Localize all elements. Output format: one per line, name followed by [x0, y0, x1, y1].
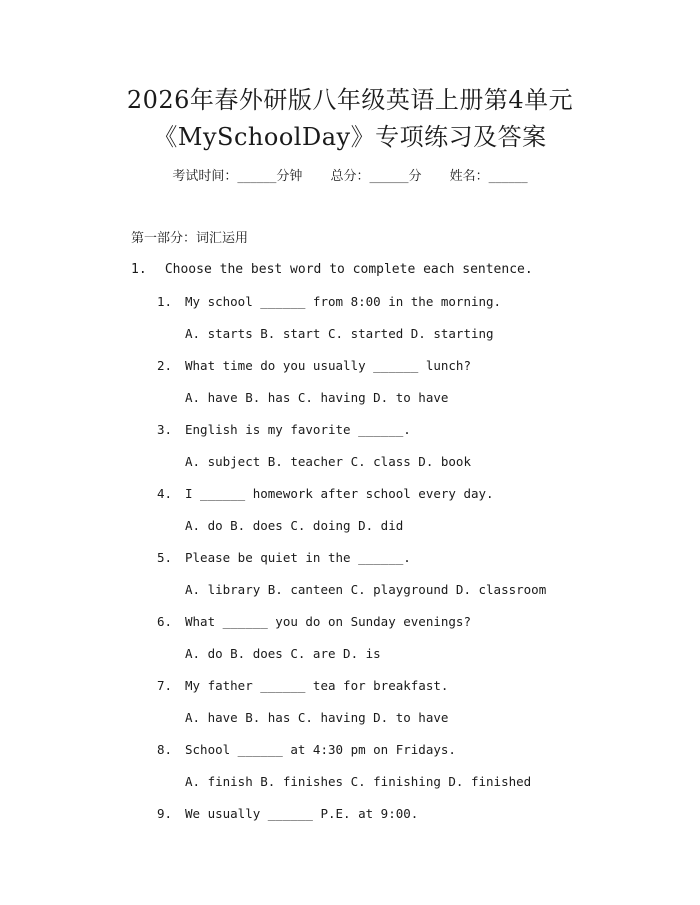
item-text: School ______ at 4:30 pm on Fridays. [185, 742, 456, 757]
exam-score: 总分：______分 [330, 169, 422, 184]
item-number: 8. [157, 742, 173, 757]
exam-meta [0, 168, 700, 186]
item-options: A. starts B. start C. started D. starting [185, 326, 494, 341]
item-question [157, 549, 411, 567]
item-text: What time do you usually ______ lunch? [185, 358, 471, 373]
item-question [157, 613, 471, 631]
item-question [157, 805, 419, 823]
item-options: A. have B. has C. having D. to have [185, 710, 449, 725]
item-question [157, 293, 502, 311]
document-title-line-1: 2026年春外研版八年级英语上册第4单元 [126, 86, 574, 114]
item-number: 4. [157, 486, 173, 501]
question-number: 1. [131, 262, 147, 277]
item-text: Please be quiet in the ______. [185, 550, 411, 565]
question-heading [131, 261, 533, 279]
document-title-line-2: 《MySchoolDay》专项练习及答案 [153, 123, 547, 151]
item-number: 6. [157, 614, 173, 629]
item-number: 5. [157, 550, 173, 565]
item-options: A. library B. canteen C. playground D. classroom [185, 582, 547, 597]
item-text: What ______ you do on Sunday evenings? [185, 614, 471, 629]
item-number: 9. [157, 806, 173, 821]
item-question [157, 741, 456, 759]
item-text: We usually ______ P.E. at 9:00. [185, 806, 419, 821]
exam-time: 考试时间：______分钟 [172, 169, 303, 184]
exam-name: 姓名：______ [449, 169, 528, 184]
question-prompt: Choose the best word to complete each sentence. [164, 262, 533, 277]
item-text: English is my favorite ______. [185, 422, 411, 437]
item-options: A. do B. does C. doing D. did [185, 518, 404, 533]
item-options: A. have B. has C. having D. to have [185, 390, 449, 405]
item-text: I ______ homework after school every day. [185, 486, 494, 501]
item-options: A. subject B. teacher C. class D. book [185, 454, 471, 469]
item-options: A. finish B. finishes C. finishing D. finished [185, 774, 532, 789]
item-text: My school ______ from 8:00 in the morning. [185, 294, 502, 309]
item-question [157, 677, 449, 695]
item-options: A. do B. does C. are D. is [185, 646, 381, 661]
section-heading: 第一部分：词汇运用 [131, 231, 249, 246]
item-question [157, 485, 494, 503]
item-text: My father ______ tea for breakfast. [185, 678, 449, 693]
item-question [157, 421, 411, 439]
item-number: 3. [157, 422, 173, 437]
item-question [157, 357, 471, 375]
item-number: 1. [157, 294, 173, 309]
item-number: 7. [157, 678, 173, 693]
item-number: 2. [157, 358, 173, 373]
